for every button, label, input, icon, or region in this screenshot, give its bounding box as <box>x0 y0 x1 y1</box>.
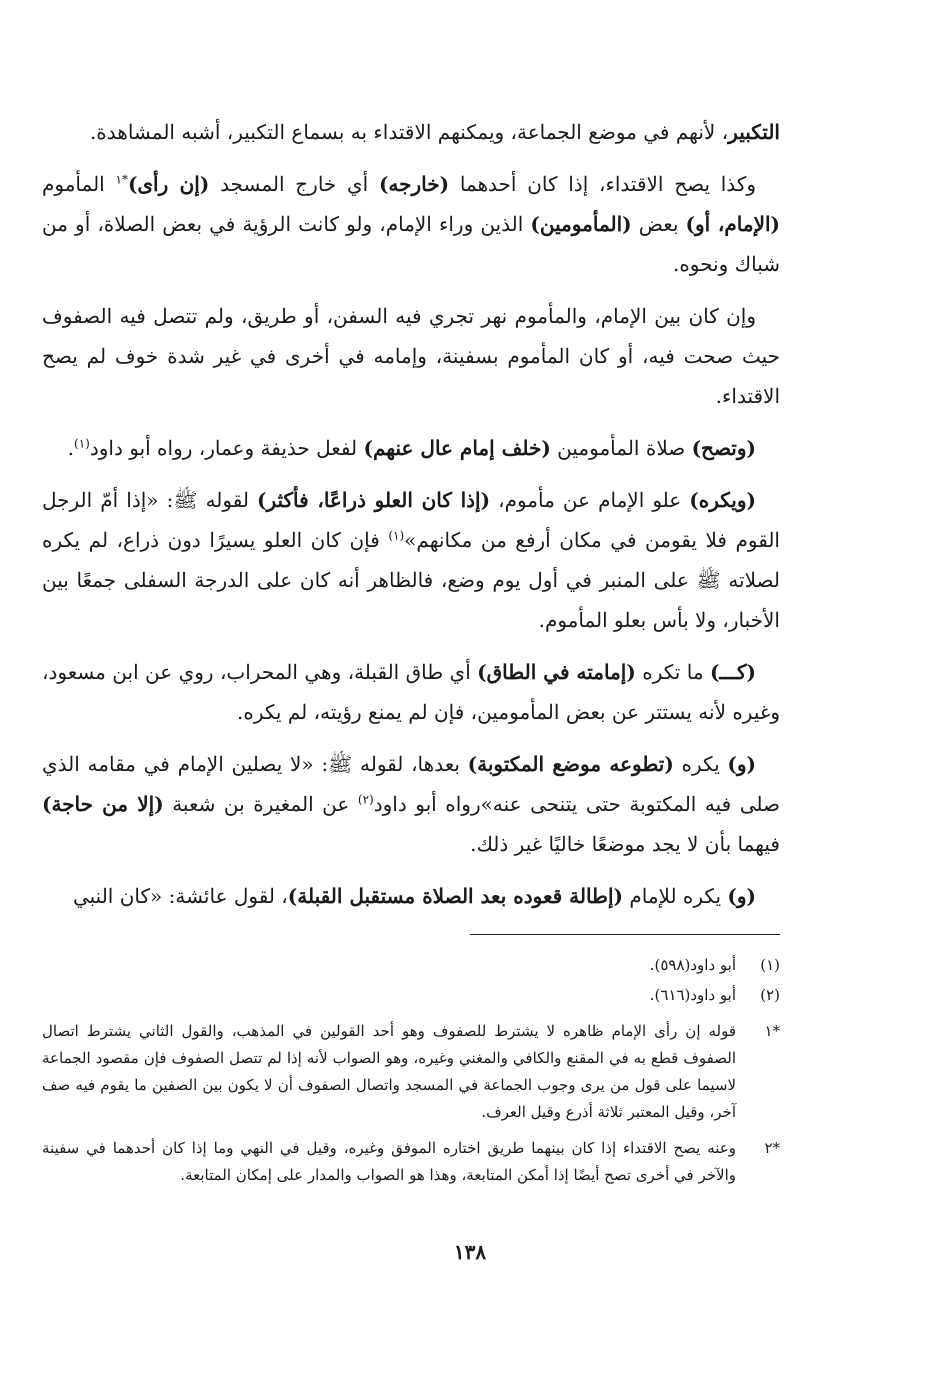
keyword: (إذا كان العلو ذراعًا، فأكثر) <box>257 488 491 512</box>
footnote-text: أبو داود(٦١٦). <box>649 986 736 1004</box>
keyword: (ويكره) <box>689 488 756 512</box>
keyword: (إمامته في الطاق) <box>477 660 636 684</box>
footnote <box>42 1018 780 1126</box>
footnote <box>42 1135 780 1189</box>
keyword: (كـــ) <box>709 660 756 684</box>
footnote-ref: (٢) <box>357 792 374 807</box>
keyword: (تطوعه موضع المكتوبة) <box>467 752 674 776</box>
page-number: ١٣٨ <box>453 1240 487 1264</box>
keyword: (الإمام، أو) <box>685 212 780 236</box>
keyword: (إطالة قعوده بعد الصلاة مستقبل القبلة) <box>287 884 623 908</box>
footnote-ref: (١) <box>388 528 405 543</box>
paragraph: (كـــ) ما تكره (إمامته في الطاق) أي طاق القبلة، وهي المحراب، روي عن ابن مسعود، وغيره لأنه يستتر عن بعض المأمومين، فإن لم يمنع رؤيته، لم يكره. <box>42 660 780 724</box>
footnote <box>42 952 780 979</box>
keyword: (إلا من حاجة) <box>42 792 164 816</box>
keyword: (المأمومين) <box>530 212 632 236</box>
keyword: (وتصح) <box>691 436 756 460</box>
footnote <box>42 982 780 1009</box>
paragraph: (و) يكره (تطوعه موضع المكتوبة) بعدها، لقوله ﷺ: «لا يصلين الإمام في مقامه الذي صلى فيه المكتوبة حتى يتنحى عنه»رواه أبو داود$^{(٢)}$ عن المغيرة بن شعبة (إلا من حاجة) فيهما بأن لا يجد موضعًا خاليًا غير ذلك. <box>42 752 781 856</box>
footnote-text: قوله إن رأى الإمام ظاهره لا يشترط للصفوف وهو أحد القولين في المذهب، والقول الثاني يشترط اتصال الصفوف قطع به في المقنع والكافي والمغني وغيره، وهو الصواب لأنه إذا لم تتصل الصفوف فإن مقصود الجماعة لاسيما على قول من يرى وجوب الجماعة في المسجد واتصال الصفوف أن لا يكون بين الصفين ما يقوم فيه صف آخر، وقيل المعتبر ثلاثة أذرع وقيل العرف. <box>42 1022 736 1121</box>
keyword: (خارجه) <box>378 172 450 196</box>
paragraph: (وتصح) صلاة المأمومين (خلف إمام عال عنهم) لفعل حذيفة وعمار، رواه أبو داود$^{(١)}$. <box>67 436 756 460</box>
keyword: (و) <box>727 884 756 908</box>
keyword: (و) <box>727 752 756 776</box>
paragraph: (ويكره) علو الإمام عن مأموم، (إذا كان العلو ذراعًا، فأكثر) لقوله ﷺ: «إذا أمّ الرجل القوم فلا يقومن في مكان أرفع من مكانهم»$^{(١)}$ فإن كان العلو يسيرًا دون ذراع، لم يكره لصلاته ﷺ على المنبر في أول يوم وضع، فالظاهر أنه كان على الدرجة السفلى جمعًا بين الأخبار، ولا بأس بعلو المأموم. <box>42 488 780 632</box>
main-text <box>42 112 780 928</box>
footnote-ref: (١) <box>74 436 90 451</box>
paragraph: وكذا يصح الاقتداء، إذا كان أحدهما (خارجه) أي خارج المسجد (إن رأى)$^{*١}$ المأموم (الإمام، أو) بعض (المأمومين) الذين وراء الإمام، ولو كانت الرؤية في بعض الصلاة، أو من شباك ونحوه. <box>42 172 780 276</box>
footnote-number: *١ <box>764 1022 780 1040</box>
footnote-number: (٢) <box>760 986 780 1004</box>
footnote-ref: *١ <box>115 172 128 187</box>
keyword: التكبير <box>728 120 780 144</box>
footnote-text: أبو داود(٥٩٨). <box>649 956 736 974</box>
footnote-divider <box>470 934 780 935</box>
paragraph: التكبير، لأنهم في موضع الجماعة، ويمكنهم الاقتداء به بسماع التكبير، أشبه المشاهدة. <box>89 120 780 144</box>
footnote-text: وعنه يصح الاقتداء إذا كان بينهما طريق اختاره الموفق وغيره، وقيل في النهي وما إذا كان أحدهما في سفينة والآخر في أخرى تصح أيضًا إذا أمكن المتابعة، وهذا هو الصواب والمدار على إمكان المتابعة. <box>42 1139 736 1184</box>
footnotes <box>42 952 780 1192</box>
paragraph: (و) يكره للإمام (إطالة قعوده بعد الصلاة مستقبل القبلة)، لقول عائشة: «كان النبي <box>72 884 756 908</box>
footnote-number: (١) <box>760 956 780 974</box>
keyword: (إن رأى) <box>127 172 210 196</box>
paragraph: وإن كان بين الإمام، والمأموم نهر تجري فيه السفن، أو طريق، ولم تتصل فيه الصفوف حيث صحت فيه، أو كان المأموم بسفينة، وإمامه في أخرى في غير شدة خوف لم يصح الاقتداء. <box>42 304 780 408</box>
footnote-number: *٢ <box>764 1139 780 1157</box>
keyword: (خلف إمام عال عنهم) <box>363 436 551 460</box>
